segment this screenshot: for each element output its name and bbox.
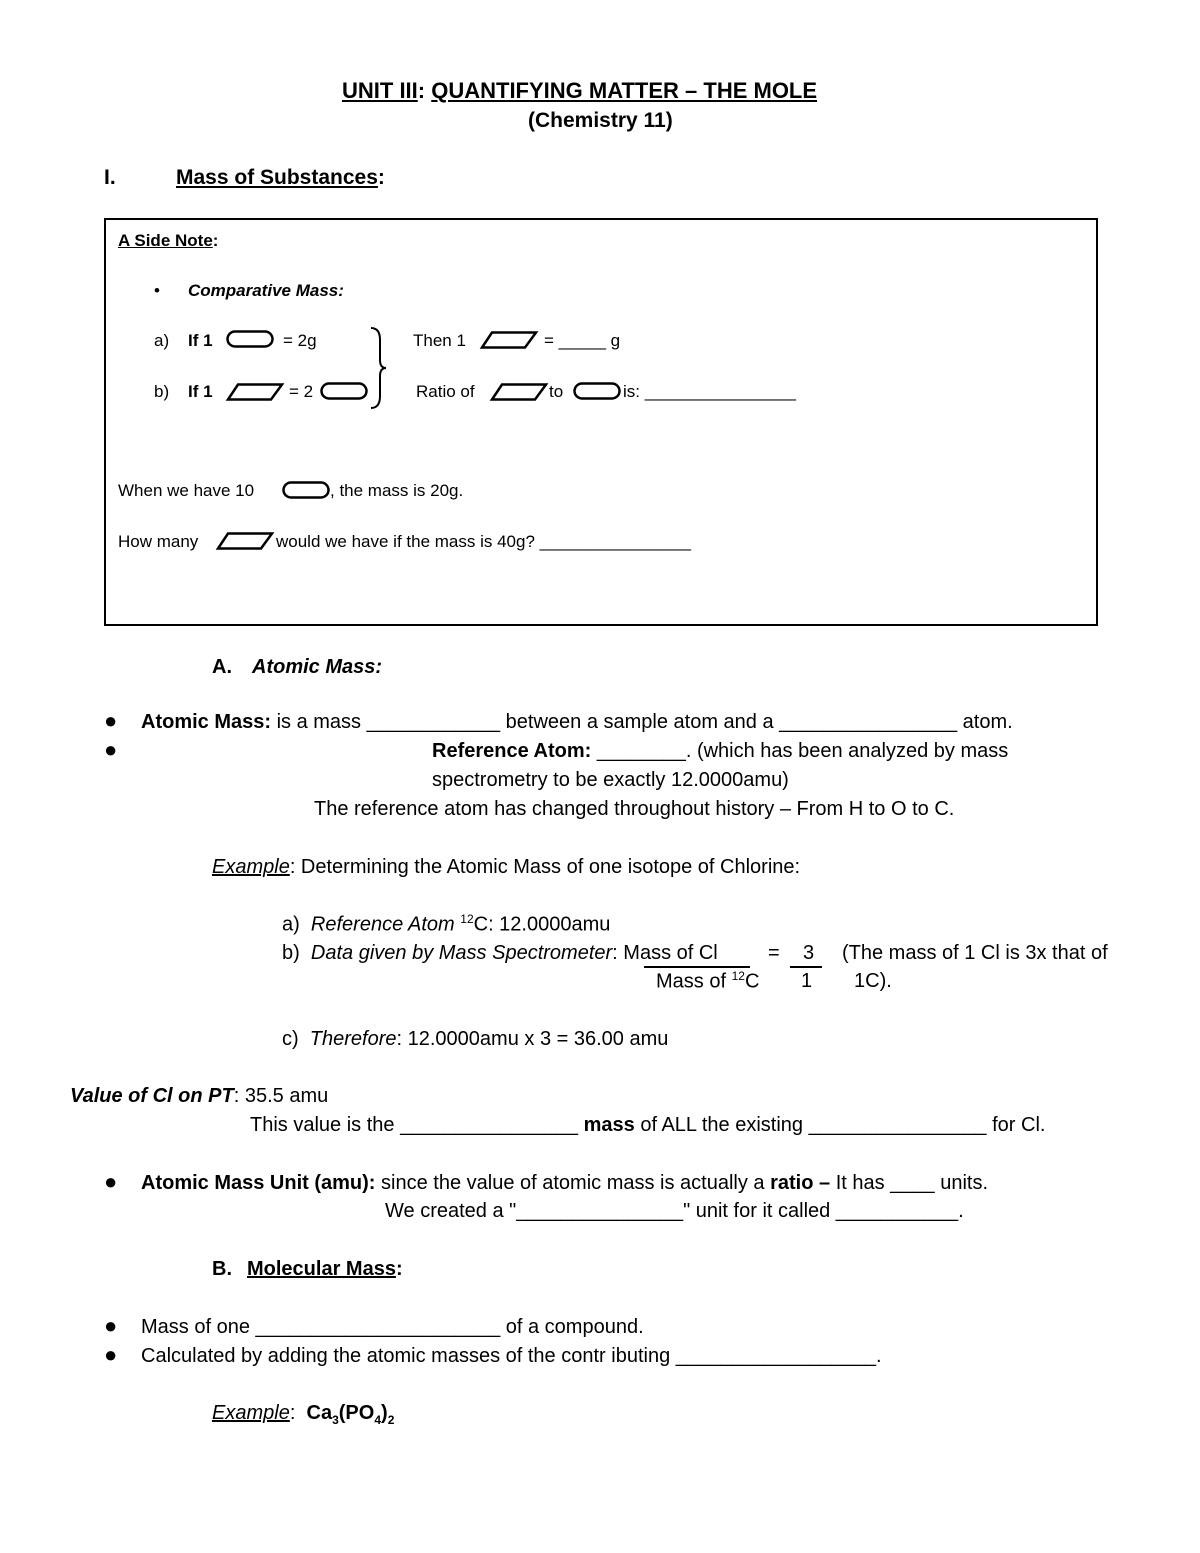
section-numeral: I. (104, 166, 116, 189)
how-many-rest-text: would we have if the mass is 40g? ________________ (276, 532, 691, 551)
history-text: The reference atom has changed throughout history – From H to O to C. (314, 798, 955, 820)
example-note-2: 1C). (854, 970, 892, 992)
line-a-if: If 1 (188, 331, 213, 350)
comparative-mass-label: Comparative Mass: (188, 281, 344, 300)
fraction-numerator: 3 (803, 942, 815, 964)
brace-icon (368, 326, 388, 410)
example-item-b: b) Data given by Mass Spectrometer: Mass of Cl (282, 942, 718, 964)
fraction-equals: = (768, 942, 780, 964)
parallelogram-shape-icon (216, 532, 274, 550)
line-b-if: If 1 (188, 382, 213, 401)
fraction-line (644, 966, 750, 968)
side-note-heading: A Side Note: (118, 231, 219, 250)
line-a-then: Then 1 (413, 331, 466, 350)
oval-shape-icon (320, 382, 368, 400)
how-many-text: How many (118, 532, 199, 551)
atomic-mass-definition: Atomic Mass: is a mass ____________ between a sample atom and a ________________ atom. (141, 711, 1013, 733)
oval-shape-icon (573, 382, 621, 400)
parallelogram-shape-icon (490, 383, 548, 401)
line-b-label: b) (154, 382, 170, 401)
example-item-c: c) Therefore: 12.0000amu x 3 = 36.00 amu (282, 1028, 669, 1050)
example-2-line: Example: $Ca_3(PO_4)_2$ (212, 1402, 395, 1427)
value-cl-line: Value of Cl on PT: 35.5 amu (70, 1085, 329, 1107)
parallelogram-shape-icon (480, 331, 538, 349)
example-item-a: a) Reference Atom $^{12}$C: 12.0000amu (282, 912, 611, 936)
section-title: Mass of Substances: (176, 166, 385, 189)
when-rest-text: , the mass is 20g. (330, 481, 464, 500)
section-b-title: Molecular Mass: (247, 1258, 403, 1280)
section-a-title: Atomic Mass: (252, 656, 383, 678)
fraction-line (790, 966, 822, 968)
bullet-dot: ● (104, 1342, 118, 1367)
page-subtitle: (Chemistry 11) (528, 109, 673, 132)
amu-line2: We created a "_______________" unit for it called ___________. (385, 1200, 964, 1222)
when-text: When we have 10 (118, 481, 255, 500)
line-b-ratio-of: Ratio of (416, 382, 475, 401)
chemical-formula: $Ca_3(PO_4)_2$ (306, 1402, 395, 1427)
example-intro: Example: Determining the Atomic Mass of one isotope of Chlorine: (212, 856, 801, 878)
oval-shape-icon (282, 481, 330, 499)
bullet-dot: ● (104, 708, 118, 733)
line-b-is: is: ________________ (623, 382, 796, 401)
amu-line: Atomic Mass Unit (amu): since the value of atomic mass is actually a ratio – It has ____ units. (141, 1172, 989, 1194)
molecular-item-2: Calculated by adding the atomic masses of the contr ibuting __________________. (141, 1345, 882, 1367)
bullet-dot: ● (104, 1313, 118, 1338)
molecular-item-1: Mass of one ______________________ of a compound. (141, 1316, 644, 1338)
bullet-dot: ● (104, 1169, 118, 1194)
reference-atom-line2: spectrometry to be exactly 12.0000amu) (432, 769, 789, 791)
unit-label: UNIT III (342, 78, 418, 103)
page-title: UNIT III: QUANTIFYING MATTER – THE MOLE (342, 78, 818, 103)
line-b-eq: = 2 (289, 382, 314, 401)
fraction-denominator: Mass of $^{12}$C (656, 969, 760, 993)
bullet-dot: ● (104, 737, 118, 762)
side-note-box (104, 218, 1098, 626)
line-b-to: to (549, 382, 564, 401)
oval-shape-icon (226, 330, 274, 348)
section-a-letter: A. (212, 656, 232, 678)
bullet-dot: • (154, 281, 160, 300)
line-a-label: a) (154, 331, 170, 350)
unit-topic: QUANTIFYING MATTER – THE MOLE (431, 78, 818, 103)
value-cl-line2: This value is the ________________ mass of ALL the existing ________________ for Cl. (250, 1114, 1046, 1136)
line-a-eq: = 2g (283, 331, 317, 350)
reference-atom-line: Reference Atom: ________. (which has been analyzed by mass (432, 740, 1009, 762)
line-a-eq2: = _____ g (544, 331, 621, 350)
example-note: (The mass of 1 Cl is 3x that of (842, 942, 1108, 964)
section-b-letter: B. (212, 1258, 232, 1280)
fraction-denominator-number: 1 (801, 970, 813, 992)
parallelogram-shape-icon (226, 383, 284, 401)
